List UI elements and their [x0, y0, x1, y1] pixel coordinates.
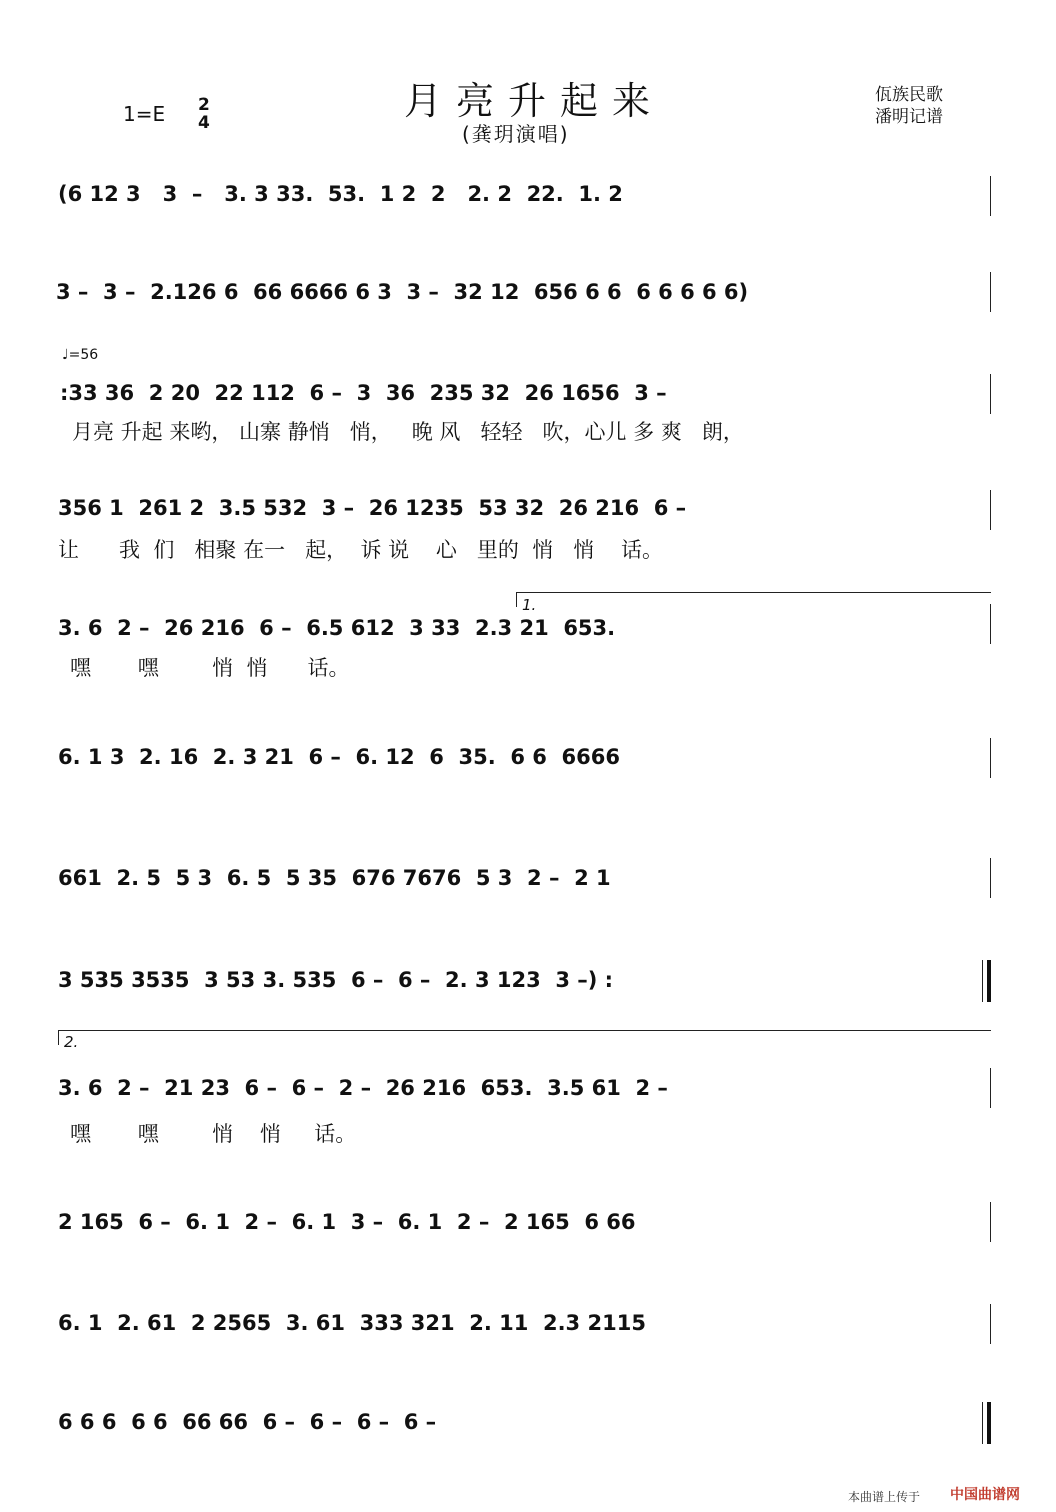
score-row-11-notes: 6. 1 2. 61 2 2565 3. 61 333 321 2. 11 2.3 2115 — [58, 1311, 646, 1335]
final-barline-thick — [987, 1402, 991, 1444]
score-row-9-lyrics: 嘿 嘿 悄 悄 话。 — [70, 1122, 357, 1146]
score-row-2-notes: 3 – 3 – 2.126 6 66 6666 6 3 3 – 32 12 656 6 6 6 6 6 6 6) — [56, 280, 749, 304]
barline — [990, 858, 991, 898]
barline — [990, 374, 991, 414]
barline — [990, 1068, 991, 1108]
score-row-5-notes: 3. 6 2 – 26 216 6 – 6.5 612 3 33 2.3 21 653. — [58, 616, 616, 640]
tempo-marking: ♩=56 — [62, 347, 99, 363]
key-signature: 1=E — [123, 102, 166, 126]
footer-upload-text: 本曲谱上传于 — [848, 1490, 921, 1504]
barline — [990, 272, 991, 312]
score-row-3-notes: :33 36 2 20 22 112 6 – 3 36 235 32 26 1656 3 – — [60, 381, 667, 405]
volta-label-2: 2. — [64, 1033, 79, 1051]
volta-bracket-1 — [516, 592, 991, 607]
performer-subtitle: (龚玥演唱) — [462, 122, 570, 146]
volta-label-1: 1. — [522, 596, 537, 614]
time-signature-top: 2 — [198, 95, 210, 115]
barline — [990, 1304, 991, 1344]
time-signature-bottom: 4 — [198, 113, 210, 133]
barline — [990, 490, 991, 530]
score-row-5-lyrics: 嘿 嘿 悄 悄 话。 — [70, 656, 350, 680]
barline — [990, 604, 991, 644]
score-row-1-notes: (6 12 3 3 – 3. 3 33. 53. 1 2 2 2. 2 22. 1. 2 — [58, 182, 623, 206]
site-logo[interactable]: 中国曲谱网 — [950, 1487, 1020, 1503]
attribution: 佤族民歌 潘明记谱 — [875, 85, 943, 127]
barline — [990, 738, 991, 778]
final-barline-thin — [982, 1402, 983, 1444]
barline — [990, 176, 991, 216]
page-title: 月亮升起来 — [404, 79, 665, 123]
score-row-9-notes: 3. 6 2 – 21 23 6 – 6 – 2 – 26 216 653. 3.5 61 2 – — [58, 1076, 668, 1100]
score-row-12-notes: 6 6 6 6 6 66 66 6 – 6 – 6 – 6 – — [58, 1410, 437, 1434]
score-row-6-notes: 6. 1 3 2. 16 2. 3 21 6 – 6. 12 6 35. 6 6 6666 — [58, 745, 620, 769]
repeat-barline-thin — [982, 960, 983, 1002]
score-row-8-notes: 3 535 3535 3 53 3. 535 6 – 6 – 2. 3 123 3 –) : — [58, 968, 614, 992]
volta-bracket-2 — [58, 1030, 991, 1045]
score-row-7-notes: 661 2. 5 5 3 6. 5 5 35 676 7676 5 3 2 – 2 1 — [58, 866, 611, 890]
score-row-3-lyrics: 月亮 升起 来哟， 山寨 静悄 悄， 晚 风 轻轻 吹，心儿 多 爽 朗， — [72, 420, 744, 444]
score-row-4-lyrics: 让 我 们 相聚 在一 起， 诉 说 心 里的 悄 悄 话。 — [58, 538, 663, 562]
barline — [990, 1202, 991, 1242]
time-signature — [198, 96, 210, 132]
score-row-10-notes: 2 165 6 – 6. 1 2 – 6. 1 3 – 6. 1 2 – 2 165 6 66 — [58, 1210, 636, 1234]
repeat-barline-thick — [987, 960, 991, 1002]
score-row-4-notes: 356 1 261 2 3.5 532 3 – 26 1235 53 32 26 216 6 – — [58, 496, 687, 520]
